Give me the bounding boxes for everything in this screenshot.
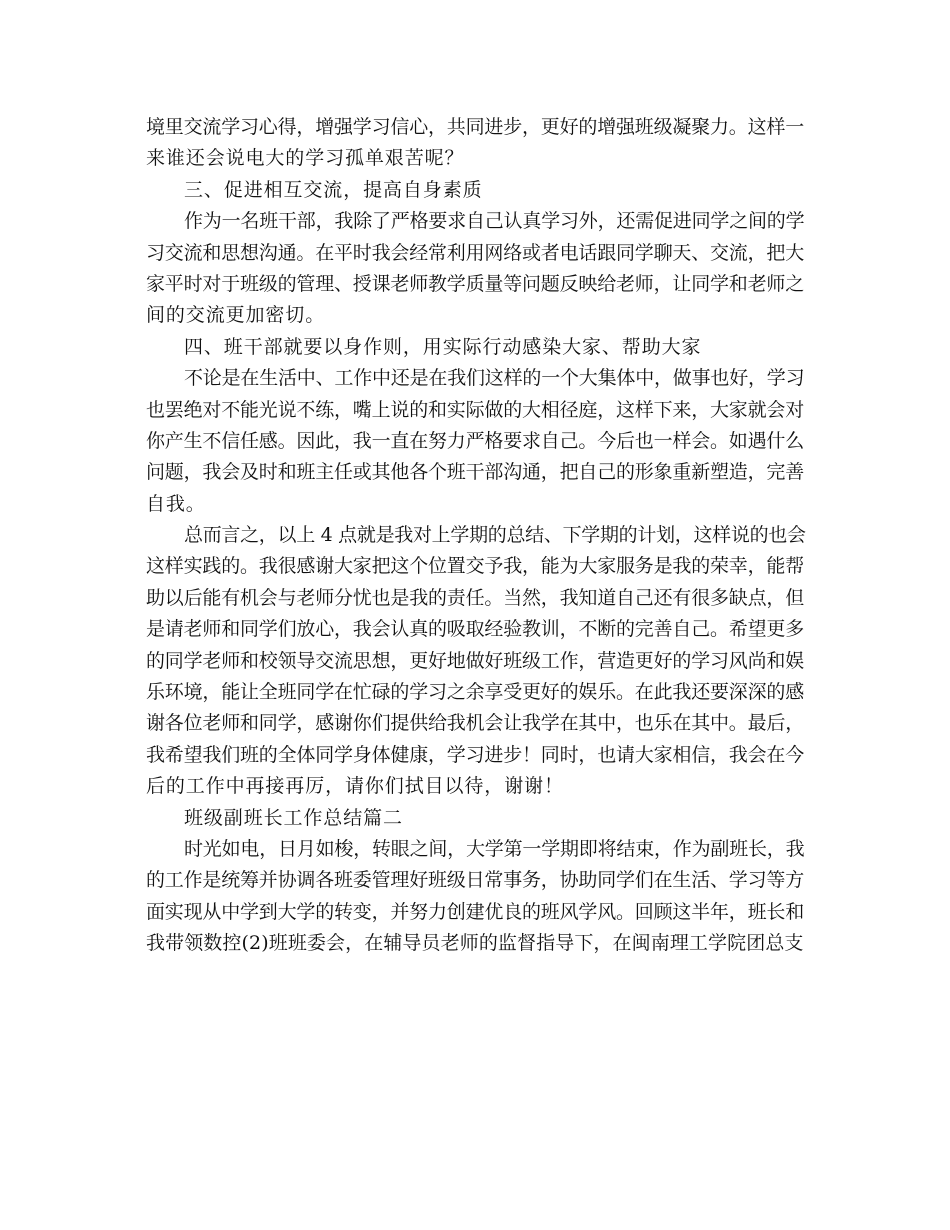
- text-line: 习交流和思想沟通。在平时我会经常利用网络或者电话跟同学聊天、交流，把大: [146, 241, 805, 264]
- text-line: 问题，我会及时和班主任或其他各个班干部沟通，把自己的形象重新塑造，完善: [146, 461, 805, 484]
- text-line: 班级副班长工作总结篇二: [184, 806, 403, 829]
- text-line: 的工作是统筹并协调各班委管理好班级日常事务，协助同学们在生活、学习等方: [146, 869, 805, 892]
- text-line: 这样实践的。我很感谢大家把这个位置交予我，能为大家服务是我的荣幸，能帮: [146, 555, 805, 578]
- text-line: 我带领数控(2)班班委会，在辅导员老师的监督指导下，在闽南理工学院团总支: [146, 932, 804, 955]
- text-line: 谢各位老师和同学，感谢你们提供给我机会让我学在其中，也乐在其中。最后，: [146, 712, 805, 735]
- text-line: 自我。: [146, 492, 206, 515]
- text-line: 后的工作中再接再厉，请你们拭目以待，谢谢！: [146, 775, 564, 798]
- text-line: 是请老师和同学们放心，我会认真的吸取经验教训，不断的完善自己。希望更多: [146, 618, 805, 641]
- text-line: 助以后能有机会与老师分忧也是我的责任。当然，我知道自己还有很多缺点，但: [146, 586, 805, 609]
- text-line: 作为一名班干部，我除了严格要求自己认真学习外，还需促进同学之间的学: [184, 210, 805, 233]
- text-line: 间的交流更加密切。: [146, 304, 326, 327]
- text-line: 你产生不信任感。因此，我一直在努力严格要求自己。今后也一样会。如遇什么: [146, 429, 805, 452]
- text-line: 总而言之，以上 4 点就是我对上学期的总结、下学期的计划，这样说的也会: [184, 524, 806, 547]
- text-line: 四、班干部就要以身作则，用实际行动感染大家、帮助大家: [184, 335, 702, 358]
- text-line: 我希望我们班的全体同学身体健康，学习进步！同时，也请大家相信，我会在今: [146, 743, 805, 766]
- text-line: 境里交流学习心得，增强学习信心，共同进步，更好的增强班级凝聚力。这样一: [146, 116, 805, 138]
- text-line: 不论是在生活中、工作中还是在我们这样的一个大集体中，做事也好，学习: [184, 367, 805, 390]
- text-line: 也罢绝对不能光说不练，嘴上说的和实际做的大相径庭，这样下来，大家就会对: [146, 398, 805, 421]
- text-line: 面实现从中学到大学的转变，并努力创建优良的班风学风。回顾这半年，班长和: [146, 900, 805, 923]
- document-body: [146, 112, 806, 960]
- text-line: 三、促进相互交流，提高自身素质: [184, 178, 483, 201]
- text-line: 的同学老师和校领导交流思想，更好地做好班级工作，营造更好的学习风尚和娱: [146, 649, 805, 672]
- text-line: 家平时对于班级的管理、授课老师教学质量等问题反映给老师，让同学和老师之: [146, 272, 805, 295]
- text-line: 时光如电，日月如梭，转眼之间，大学第一学期即将结束，作为副班长，我: [184, 837, 805, 860]
- text-line: 来谁还会说电大的学习孤单艰苦呢？: [146, 147, 465, 170]
- text-line: 乐环境，能让全班同学在忙碌的学习之余享受更好的娱乐。在此我还要深深的感: [146, 681, 805, 704]
